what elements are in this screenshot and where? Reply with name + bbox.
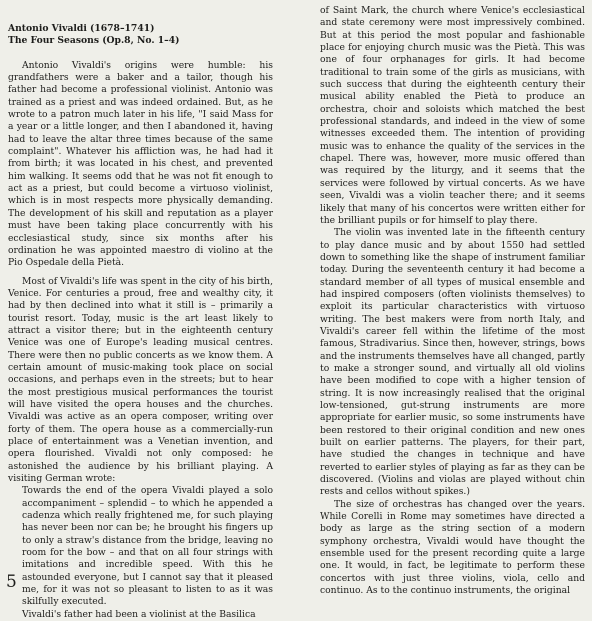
work-title: The Four Seasons (Op.8, No. 1–4)	[8, 35, 180, 47]
paragraph-orchestra: The size of orchestras has changed over the years. While Corelli in Rome may sometimes have directed a body as large as the string section of a modern symphony orchestra, Vivaldi would have thought the ensemble used for the present recording quite a large one. It would, in fact, be legitimate to perform these concertos with just three violins, viola, cello and continuo. As to the continuo instruments, the original	[320, 498, 585, 597]
paragraph-venice: Most of Vivaldi's life was spent in the city of his birth, Venice. For centuries a proud, free and wealthy city, it had by then declined into what it still is – primarily a tourist resort. Today, music is the art least likely to attract a visitor there; but in the eighteenth century Venice was one of Europe's leading musical centres. There were then no public concerts as we know them. A certain amount of music-making took place on social occasions, and perhaps even in the streets; but to hear the most prestigious musical performances the tourist will have visited the opera houses and the churches. Vivaldi was active as an opera composer, writing over forty of them. The opera house as a commercially-run place of entertainment was a Venetian invention, and opera flourished. Vivaldi not only composed: he astonished the audience by his brilliant playing. A visiting German wrote:	[8, 275, 274, 485]
paragraph-father: Vivaldi's father had been a violinist at the Basilica	[22, 608, 256, 620]
paragraph-violin: The violin was invented late in the fifteenth century to play dance music and by about 1550 had settled down to something like the shape of instrument familiar today. During the seventeenth century it had become a standard member of all types of musical ensemble and had inspired composers (often violinists themselves) to exploit its particular characteristics with virtuoso writing. The best makers were from north Italy, and Vivaldi's career fell within the lifetime of the most famous, Stradivarius. Since then, however, strings, bows and the instruments themselves have all changed, partly to make a stronger sound, and virtually all old violins have been modified to cope with a higher tension of string. It is now increasingly realised that the original low-tensioned, gut-strung instruments are more appropriate for earlier music, so some instruments have been restored to their original condition and new ones built on earlier patterns. The players, for their part, have studied the changes in technique and have reverted to earlier styles of playing as far as they can be discovered. (Violins and violas are played without chin rests and cellos without spikes.)	[320, 227, 585, 498]
block-quote	[8, 485, 273, 608]
quote-text: Towards the end of the opera Vivaldi played a solo accompaniment – splendid – to which he appended a cadenza which really frightened me, for such playing has never been nor can be; he brought his fingers up to only a straw's distance from the bridge, leaving no room for the bow – and that on all four strings with imitations and incredible speed. With this he astounded everyone, but I cannot say that it pleased me, for it was not so pleasant to listen to as it was skilfully executed.	[22, 485, 273, 608]
page-number: 5	[6, 572, 17, 592]
composer-title: Antonio Vivaldi (1678–1741)	[8, 23, 155, 34]
paragraph-origins: Antonio Vivaldi's origins were humble: his grandfathers were a baker and a tailor, though his father had become a professional violinist. Antonio was trained as a priest and was indeed ordained. But, as he wrote to a patron much later in his life, "I said Mass for a year or a little longer, and then I abandoned it, having had to leave the altar three times because of the same complaint". Whatever his affliction was, he had had it from birth; it was located in his chest, and prevented him walking. It seems odd that he was not fit enough to act as a priest, but could become a virtuoso violinist, which is in most respects more physically demanding. The development of his skill and reputation as a player must have been taking place concurrently with his ecclesiastical study, since six months after his ordination he was appointed maestro di violino at the Pio Ospedale della Pietà.	[8, 59, 273, 269]
article-heading	[8, 23, 273, 48]
paragraph-saint-mark: of Saint Mark, the church where Venice's ecclesiastical and state ceremony were most impressively combined. But at this period the most popular and fashionable place for enjoying church music was the Pietà. This was one of four orphanages for girls. It had become traditional to train some of the girls as musicians, with such success that during the eighteenth century their musical ability enabled the Pietà to produce an orchestra, choir and soloists which matched the best professional standards, and indeed in the view of some witnesses exceeded them. The intention of providing music was to enhance the quality of the services in the chapel. There was, however, more music offered than was required by the liturgy, and it seems that the services were followed by virtual concerts. As we have seen, Vivaldi was a violin teacher there; and it seems likely that many of his concertos were written either for the brilliant pupils or for himself to play there.	[320, 5, 585, 226]
right-column	[320, 5, 585, 598]
left-column	[8, 5, 273, 621]
